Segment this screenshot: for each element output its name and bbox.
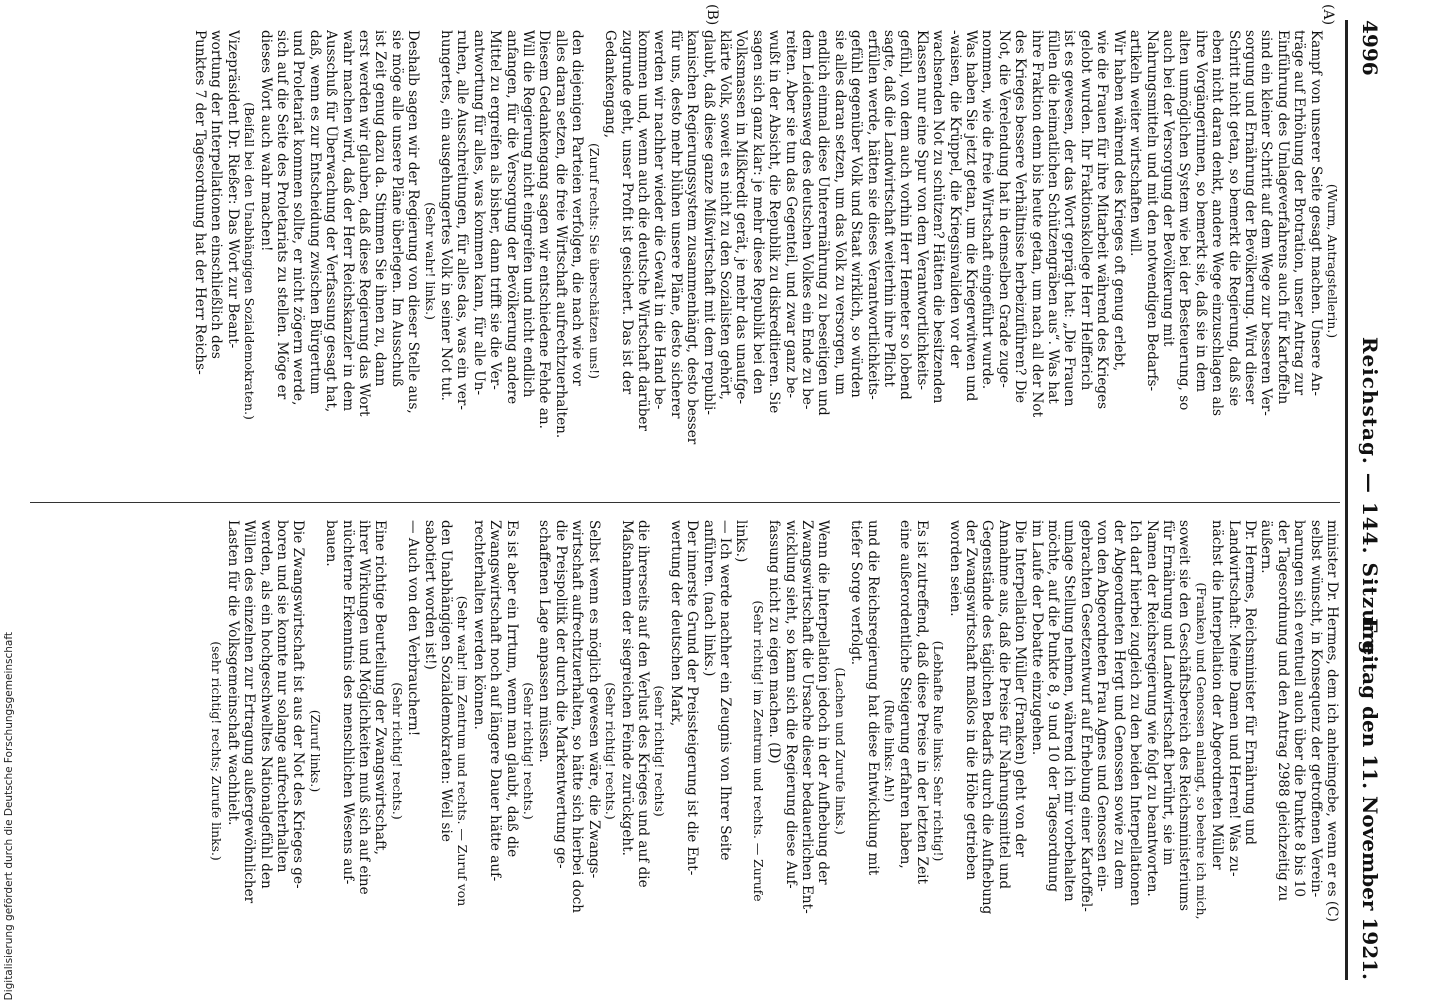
text-line: tiefer Sorge verfolgt. [848,520,865,666]
text-line: minister Dr. Hermes, dem ich anheimgebe, wenn er es (C) [1324,520,1340,922]
text-line: Lasten für die Volksgemeinschaft wachhielt. [224,520,241,826]
text-line: rechterhalten werden können. [470,520,487,730]
text-line: dem Leidensweg des deutschen Volkes ein Ende zu be- [799,30,815,410]
page-header [1352,20,1382,980]
text-line: (Wurm, Antragstellerin.) [1325,183,1340,339]
text-line: daß, wenn es zur Entscheidung zwischen Bürgertum [306,30,323,395]
text-line: möchte, auf die Punkte 8, 9 und 10 der Tagesordnung [1045,520,1062,893]
text-line: Einführung des Umlageverfahrens auch für Kartoffeln [1274,30,1291,405]
text-line: worden seien. [946,520,963,617]
text-line: hungertes, ein ausgehungertes Volk in seiner Not tut. [438,30,455,401]
text-line: Die Interpellation Müller (Franken) geht von der [1012,520,1029,857]
text-line: auch bei der Versorgung der Bevölkerung mit [1159,30,1176,347]
text-line: Schritt nicht getan, so bemerkt die Regierung, daß sie [1225,30,1242,407]
text-line: anfangen, für die Versorgung der Bevölkerung andere [503,30,520,405]
text-line: der Abgeordneten Hergt und Genossen sowie zu dem [1110,520,1127,890]
text-line: Will die Regierung nicht eingreifen und nicht endlich [520,30,537,398]
text-line: ist Zeit genug dazu da. Stimmen Sie ihnen zu, dann [372,30,389,387]
text-line: (Franken) und Genossen anlangt, so beehre ich mich, [1193,582,1209,920]
text-line: Volksmassen in Mißkredit gerät, je mehr das unaufge- [733,30,750,405]
credit-text: Digitalisierung gefördert durch die Deutsche Forschungsgemeinschaft [3,631,15,1000]
text-line: erfüllen werde, hätten sie dieses Verantwortlichkeits- [864,30,881,400]
text-line: Es ist zutreffend, daß diese Preise in der letzten Zeit [913,520,930,884]
text-line: sie möge alle unsere Pläne überlegen. Im Ausschuß [388,30,405,387]
text-line: (Beifall bei den Unabhängigen Sozialdemokraten.) [242,102,258,420]
text-line: — Ich werde nachher ein Zeugnis von Ihrer Seite [716,520,733,861]
text-line: (Sehr richtig! rechts.) [389,682,405,820]
text-line: eine außerordentliche Steigerung erfahren haben, [897,520,914,869]
text-line: umlage Stellung nehmen, während ich mir vorbehalten [1061,520,1078,902]
text-line: Eine richtige Beurteilung der Zwangswirtschaft, [372,520,389,855]
text-line: Namen der Reichsregierung wie folgt zu beantworten. [1143,520,1160,897]
text-line: (Sehr richtig! im Zentrum und rechts. — Zurufe [750,600,766,902]
text-line: fassung nicht zu eigen machen. (D) [766,520,783,764]
text-line: wußt in der Absicht, die Republik zu diskreditieren. Sie [766,30,783,414]
text-line: kommen und, wenn auch die deutsche Wirtschaft darüber [634,30,651,431]
text-line: glaubt, daß diese ganze Mißwirtschaft mit dem republi- [700,30,717,415]
right-column [16,520,1340,982]
text-line: Willen des einzelnen zur Ertragung außergewöhnlicher [241,520,258,904]
text-line: und die Reichsregierung hat diese Entwicklung mit [864,520,881,876]
left-column [16,30,1340,492]
text-line: sabotiert worden ist!) [421,520,438,670]
text-line: gefühl gegenüber Volk und Staat wirklich, so würden [848,30,865,398]
text-line: Der innerste Grund der Preissteigerung ist die Ent- [684,520,701,876]
text-line: Annahme aus, daß die Preise für Nahrungsmittel und [995,520,1012,890]
text-line: erst werden wir glauben, daß diese Regierung das Wort [356,30,373,417]
text-line: anführen. (nach links.) [700,520,717,677]
text-line: bauen. [323,520,340,567]
text-line: Klassen nur eine Spur von dem Verantwortlichkeits- [913,30,930,390]
text-line: für Ernährung und Landwirtschaft berührt, sie im [1159,520,1176,866]
text-line: -waisen, die Krüppel, die Kriegsinvaliden vor der [946,30,963,368]
text-line: barungen sich eventuell auch über die Punkte 8 bis 10 [1291,520,1308,898]
margin-mark-b: (B) [704,4,720,26]
text-line: artikeln weiter wirtschaften will. [1127,30,1144,257]
text-line: Gedankengang, [602,30,619,139]
text-line: ist es gewesen, der das Wort geprägt hat: „Die Frauen [1061,30,1078,407]
text-line: soweit sie den Geschäftsbereich des Reichsministeriums [1176,520,1193,911]
text-line: Wenn die Interpellation jedoch in der Aufhebung der [815,520,832,885]
text-line: nüchterne Erkenntnis des menschlichen Wesens auf- [339,520,356,885]
text-line: nommen, wie die freie Wirtschaft eingeführt wurde. [979,30,996,390]
text-line: wertung der deutschen Mark, [667,520,684,727]
text-line: dieses Wort auch wahr machen! [257,30,274,252]
text-line: schaffenen Lage anpassen müssen. [536,520,553,763]
text-line: Not, die Verelendung hat in demselben Grade zuge- [995,30,1012,388]
text-line: werden wir nachher wieder die Gewalt in die Hand be- [651,30,668,410]
text-line: (sehr richtig! rechts; Zurufe links.) [209,641,225,861]
text-line: gefühl, von dem auch vorhin Herr Hemeter so lobend [897,30,914,400]
text-line: ihre Fraktion denn bis heute getan, um nach all der Not [1028,30,1045,418]
text-line: nächst die Interpellation der Abgeordneten Müller [1209,520,1226,870]
text-line: eben nicht daran denkt, andere Wege einzuschlagen als [1209,30,1226,417]
text-line: (Zuruf rechts: Sie überschätzen uns!) [586,143,602,379]
text-line: für uns, desto mehr blühen unsere Pläne, desto sicherer [667,30,684,419]
text-line: Ich darf hierbei zugleich zu den beiden Interpellationen [1127,520,1144,907]
text-line: wachsenden Not zu schützen? Hätten die besitzenden [930,30,947,404]
text-line: der Tagesordnung und den Antrag 2988 gleichzeitig zu [1274,520,1291,902]
text-line: wie die Frauen für ihre Mitarbeit während des Krieges [1094,30,1111,410]
text-line: sich auf die Seite des Proletariats zu stellen. Möge er [274,30,290,400]
text-line: Die Zwangswirtschaft ist aus der Not des Krieges ge- [290,520,307,889]
text-line: boren und sie konnte nur solange aufrechterhalten [274,520,290,873]
text-line: antwortung für alles, was kommen kann, für alle Un- [470,30,487,396]
text-line: selbst wünscht, in Konsequenz der getroffenen Verein- [1307,520,1324,898]
text-line: sind ein kleiner Schritt auf dem Wege zur besseren Ver- [1258,30,1275,416]
text-line: Maßnahmen der siegreichen Feinde zurückgeht. [618,520,635,856]
text-line: die ihrerseits auf den Verlust des Krieges und auf die [634,520,651,888]
text-line: (Lebhafte Rufe links: Sehr richtig!) [931,640,947,862]
text-line: sagte, daß die Landwirtschaft weiterhin ihre Pflicht [881,30,898,387]
text-line: Zwangswirtschaft noch auf längere Dauer hätte auf- [487,520,504,882]
text-line: Kampf von unserer Seite gesagt machen. Unsere An- [1307,30,1324,396]
text-line: ihrer Wirkungen und Möglichkeiten muß sich auf eine [356,520,373,895]
text-line: der Zwangswirtschaft maßlos in die Höhe getrieben [963,520,980,880]
text-line: (Sehr richtig! rechts.) [521,682,537,820]
text-line: alten unmöglichen System wie bei der Besteuerung, so [1176,30,1193,411]
text-line: füllen die heimatlichen Schützengräben aus“. Was hat [1045,30,1062,404]
text-line: träge auf Erhöhung der Brotration, unser Antrag zur [1291,30,1308,396]
text-line: klärte Volk, soweit es nicht zu den Sozialisten gehört, [716,30,733,400]
digitization-credit [0,606,18,1000]
text-line: wortung der Interpellationen einschließlich des [208,30,225,359]
header-rule [1345,20,1348,980]
text-line: — Auch von den Verbrauchern! [405,520,422,737]
text-line: Nahrungsmitteln und mit den notwendigen Bedarfs- [1143,30,1160,392]
column-divider [30,502,1340,503]
page-number: 4996 [1358,20,1382,76]
text-line: reiten. Aber sie tun das Gegenteil, und zwar ganz be- [782,30,799,399]
text-line: den Unabhängigen Sozialdemokraten: Weil sie [438,520,455,842]
text-line: (Lachen und Zurufe links.) [832,667,848,835]
text-line: Diesem Gedankengang sagen wir entschiedene Fehde an. [536,30,553,429]
text-line: links.) [733,520,750,563]
text-line: die Preispolitik der durch die Markentwertung ge- [552,520,569,869]
text-line: den diejenigen Parteien verfolgen, die nach wie vor [569,30,586,386]
text-line: Ausschuß für Überwachung der Verfassung gesagt hat, [323,30,340,413]
text-line: Punktes 7 der Tagesordnung hat der Herr Reichs- [191,30,208,375]
text-line: des Krieges bessere Verhältnisse herbeizuführen? Die [1012,30,1029,403]
text-line: Vizepräsident Dr. Rießer: Das Wort zur Beant- [224,30,241,349]
text-line: gebrachten Gesetzentwurf auf Erhebung einer Kartoffel- [1077,520,1094,912]
text-line: Dr. Hermes, Reichsminister für Ernährung und [1241,520,1258,845]
text-line: Deshalb sagen wir der Regierung von dieser Stelle aus, [405,30,422,414]
text-line: gelobt wurden. Ihr Fraktionskollege Herr Helfferich [1077,30,1094,391]
text-line: Selbst wenn es möglich gewesen wäre, die Zwangs- [585,520,602,879]
text-line: ihre Vorgängerinnen, so bemerkt sie, daß sie in dem [1192,30,1209,392]
margin-mark-a: (A) [1320,4,1336,26]
text-line: Wir haben während des Krieges oft genug erlebt, [1110,30,1127,372]
text-line: (Sehr wahr! links.) [422,202,438,320]
text-line: endlich einmal diese Unterernährung zu beseitigen und [815,30,832,416]
text-line: (Rufe links: Ah!) [882,699,898,803]
text-line: werden, als ein hochgeschwelltes Nationalgefühl den [257,520,274,889]
text-line: wirtschaft aufrechtzuerhalten, so hätte sich hierbei doch [569,520,586,914]
text-line: alles daran setzen, die freie Wirtschaft aufrechtzuerhalten. [552,30,569,439]
text-line: von den Abgeordneten Frau Agnes und Genossen ein- [1094,520,1111,892]
text-line: wahr machen wird, daß der Herr Reichskanzler in dem [339,30,356,412]
text-line: im Laufe der Debatte einzugehen. [1028,520,1045,756]
text-line: wicklung sieht, so kann sich die Regierung diese Auf- [782,520,799,889]
text-line: Gegenstände des täglichen Bedarfs durch die Aufhebung [979,520,996,915]
text-line: (Sehr wahr! im Zentrum und rechts. — Zuruf von [455,595,471,907]
page-title: Reichstag. — 144. Sitzung. [1358,336,1382,664]
text-line: Es ist aber ein Irrtum, wenn man glaubt, daß die [503,520,520,858]
session-date: Freitag den 11. November 1921. [1358,618,1382,980]
text-line: äußern. [1258,520,1275,574]
text-line: zugrunde geht, unser Profit ist gesichert. Das ist der [618,30,635,395]
text-line: kanischen Regierungssystem zusammenhängt, desto besser [684,30,701,445]
text-line: sie alles daran setzen, um das Volk zu versorgen, um [831,30,848,396]
text-line: (Sehr richtig! rechts.) [603,682,619,820]
text-line: Landwirtschaft: Meine Damen und Herren! Was zu- [1225,520,1242,877]
text-line: und Proletariat kommen sollte, er nicht zögern werde, [290,30,307,406]
text-line: sagen sich ganz klar: je mehr diese Republik bei den [749,30,766,395]
text-line: sorgung und Ernährung der Bevölkerung. Wird dieser [1241,30,1258,405]
text-line: Was haben Sie jetzt getan, um die Kriegerwitwen und [963,30,980,402]
text-line: (Zuruf links.) [307,709,323,793]
text-line: Mittel zu ergreifen als bisher, dann trifft sie die Ver- [487,30,504,390]
text-line: Zwangswirtschaft die Ursache dieser bedauerlichen Ent- [799,520,815,914]
text-line: (sehr richtig! rechts) [652,685,668,817]
text-line: ruhen, alle Ausschreitungen, für alles das, was ein ver- [454,30,471,411]
